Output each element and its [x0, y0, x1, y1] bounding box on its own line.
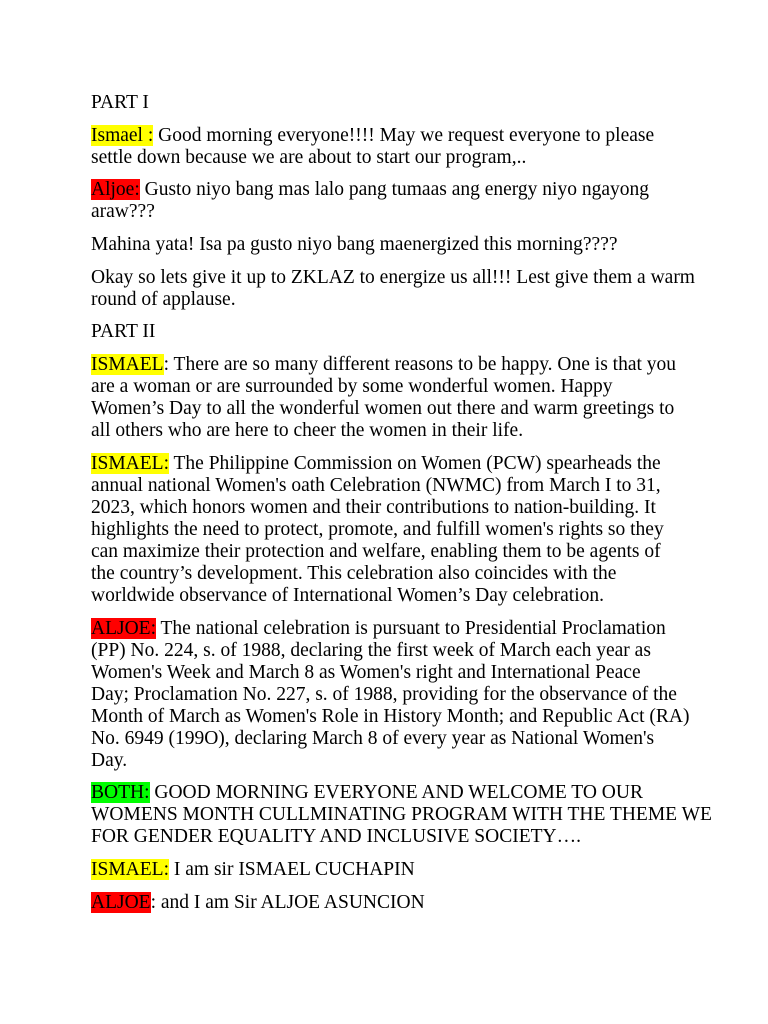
line-text: GOOD MORNING EVERYONE AND WELCOME TO OUR [149, 782, 643, 804]
script-line: are a woman or are surrounded by some wonderful women. Happy [91, 376, 613, 398]
script-line: Day; Proclamation No. 227, s. of 1988, providing for the observance of the [91, 683, 677, 705]
speaker-label-ismael: Ismael : [91, 124, 154, 146]
line-text: Good morning everyone!!!! May we request everyone to please [153, 124, 655, 146]
script-line: Mahina yata! Isa pa gusto niyo bang maenergized this morning???? [91, 234, 618, 256]
dialogue-paragraph-ismael [91, 354, 768, 442]
part-heading [91, 92, 768, 114]
script-line [91, 125, 768, 147]
script-line: (PP) No. 224, s. of 1988, declaring the first week of March each year as [91, 639, 651, 661]
script-line: annual national Women's oath Celebration (NWMC) from March I to 31, [91, 474, 661, 496]
script-line: 2023, which honors women and their contributions to nation-building. It [91, 496, 656, 518]
script-line [91, 892, 768, 914]
line-text: Gusto niyo bang mas lalo pang tumaas ang energy niyo ngayong [139, 179, 650, 201]
dialogue-paragraph [91, 234, 768, 256]
script-line: Day. [91, 749, 128, 771]
speaker-label-ismael: ISMAEL: [91, 452, 169, 474]
line-text: The Philippine Commission on Women (PCW) spearheads the [169, 452, 661, 474]
part-heading [91, 321, 768, 343]
line-text: : There are so many different reasons to be happy. One is that you [163, 354, 677, 376]
dialogue-paragraph-aljoe [91, 179, 768, 223]
script-line: the country’s development. This celebration also coincides with the [91, 562, 617, 584]
dialogue-paragraph-ismael [91, 125, 768, 169]
script-line [91, 453, 768, 475]
line-text: : and I am Sir ALJOE ASUNCION [150, 891, 425, 913]
line-text: The national celebration is pursuant to Presidential Proclamation [156, 617, 666, 639]
script-line: No. 6949 (199O), declaring March 8 of every year as National Women's [91, 727, 655, 749]
dialogue-paragraph-aljoe [91, 892, 768, 914]
script-line [91, 618, 768, 640]
script-line: all others who are here to cheer the women in their life. [91, 420, 524, 442]
script-line: Okay so lets give it up to ZKLAZ to energize us all!!! Lest give them a warm [91, 266, 695, 288]
dialogue-paragraph-ismael [91, 453, 768, 607]
speaker-label-aljoe: ALJOE: [91, 617, 156, 639]
dialogue-paragraph-both [91, 782, 768, 848]
speaker-label-aljoe: ALJOE [91, 891, 151, 913]
script-line [91, 859, 768, 881]
script-line: Women’s Day to all the wonderful women out there and warm greetings to [91, 398, 675, 420]
dialogue-paragraph [91, 267, 768, 311]
line-text: I am sir ISMAEL CUCHAPIN [169, 858, 415, 880]
script-line: highlights the need to protect, promote, and fulfill women's rights so they [91, 518, 664, 540]
heading-text: PART II [91, 321, 156, 343]
script-line: can maximize their protection and welfare, enabling them to be agents of [91, 540, 661, 562]
speaker-label-ismael: ISMAEL [91, 354, 164, 376]
script-line: Month of March as Women's Role in History Month; and Republic Act (RA) [91, 705, 690, 727]
speaker-label-aljoe: Aljoe: [91, 179, 140, 201]
script-line: worldwide observance of International Women’s Day celebration. [91, 584, 605, 606]
dialogue-paragraph-ismael [91, 859, 768, 881]
heading-text: PART I [91, 92, 149, 113]
script-line: FOR GENDER EQUALITY AND INCLUSIVE SOCIETY…. [91, 826, 582, 848]
speaker-label-ismael: ISMAEL: [91, 858, 169, 880]
dialogue-paragraph-aljoe [91, 618, 768, 772]
script-line: Women's Week and March 8 as Women's right and International Peace [91, 661, 641, 683]
script-line [91, 179, 768, 201]
script-line: WOMENS MONTH CULLMINATING PROGRAM WITH THE THEME WE [91, 804, 712, 826]
script-line [91, 354, 768, 376]
script-line: araw??? [91, 201, 155, 223]
script-line: round of applause. [91, 288, 236, 310]
speaker-label-both: BOTH: [91, 782, 150, 804]
script-line [91, 782, 768, 804]
script-line: settle down because we are about to start our program,.. [91, 146, 527, 168]
